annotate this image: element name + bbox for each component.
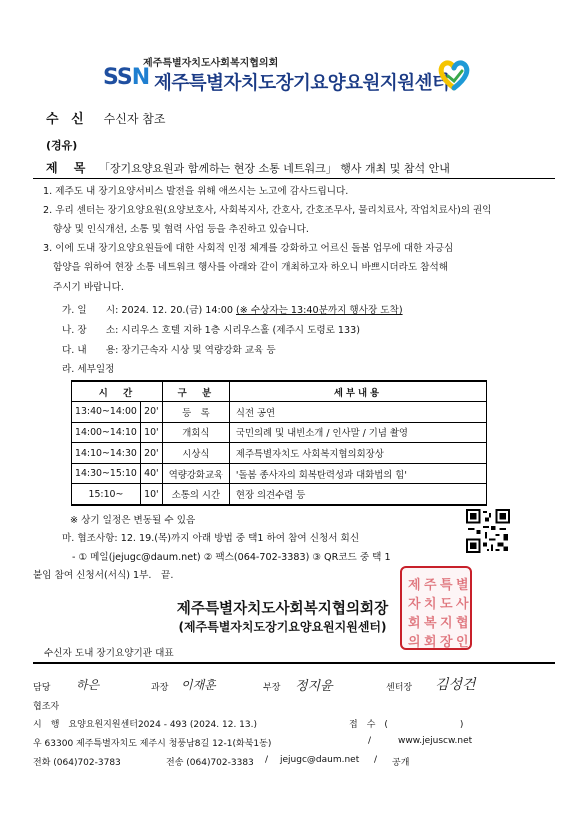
exec-info: 시 행 요양요원지원센터2024 - 493 (2024. 12. 13.) bbox=[33, 720, 257, 730]
dept-head-label: 부장 bbox=[263, 683, 281, 693]
cooperation-note: 마. 협조사항: 12. 19.(목)까지 아래 방법 중 택1 하여 참여 신청서 회신 bbox=[62, 533, 360, 544]
table-row bbox=[72, 463, 487, 484]
email-link[interactable]: jejugc@daum.net bbox=[280, 755, 360, 765]
seal-char: 치 bbox=[424, 597, 437, 612]
receiver-label: 수 신 bbox=[46, 112, 88, 127]
schedule-header-row bbox=[72, 381, 487, 402]
receiver-row bbox=[46, 108, 165, 127]
ssn-logo-text: SS bbox=[103, 65, 132, 90]
staff-label: 담당 bbox=[33, 683, 51, 693]
application-methods: - ① 메일(jejugc@daum.net) ② 팩스(064-702-3383) ③ QR코드 중 택 1 bbox=[72, 552, 391, 563]
row-content: 현장 의견수렴 등 bbox=[229, 484, 486, 505]
sender-organization: (제주특별자치도장기요양요원지원센터) bbox=[178, 620, 387, 634]
row-time: 14:00~14:10 bbox=[72, 422, 141, 443]
row-duration: 20' bbox=[140, 443, 162, 464]
paragraph-3-line-2: 함양을 위하여 현장 소통 네트워크 행사를 아래와 같이 개최하고자 하오니 바쁘시더라도 참석해 bbox=[53, 262, 448, 274]
director-signature: 김성건 bbox=[435, 677, 476, 693]
attachment-note: 붙임 참여 신청서(서식) 1부. 끝. bbox=[33, 570, 174, 581]
seal-char: 도 bbox=[440, 597, 453, 612]
row-type: 역량강화교육 bbox=[162, 463, 229, 484]
subject-divider bbox=[33, 178, 555, 179]
row-type: 개회식 bbox=[162, 422, 229, 443]
seal-char: 사 bbox=[456, 597, 469, 612]
seal-char: 제 bbox=[408, 578, 421, 593]
seal-char: 주 bbox=[424, 578, 437, 593]
seal-char: 협 bbox=[456, 616, 469, 631]
recipients-list: 수신자 도내 장기요양기관 대표 bbox=[44, 648, 174, 659]
item-place bbox=[62, 322, 360, 336]
manager-label: 과장 bbox=[151, 683, 169, 693]
row-duration: 10' bbox=[140, 484, 162, 505]
seal-char: 회 bbox=[408, 616, 421, 631]
seal-char: 회 bbox=[424, 635, 437, 650]
place-label: 나. 장 소: bbox=[62, 325, 119, 336]
row-type: 등 록 bbox=[162, 402, 229, 423]
table-row bbox=[72, 422, 487, 443]
row-type: 시상식 bbox=[162, 443, 229, 464]
sender-name: 제주특별자치도사회복지협의회장 bbox=[176, 600, 389, 617]
table-row bbox=[72, 402, 487, 423]
qr-code-icon[interactable] bbox=[466, 509, 510, 553]
seal-char: 지 bbox=[440, 616, 453, 631]
phone: 전화 (064)702-3783 bbox=[33, 758, 121, 768]
table-row bbox=[72, 443, 487, 464]
dept-head-signature: 정지윤 bbox=[295, 679, 333, 694]
row-duration: 10' bbox=[140, 422, 162, 443]
letterhead bbox=[0, 50, 565, 98]
footer-divider bbox=[33, 662, 555, 664]
ssn-logo bbox=[103, 65, 149, 90]
schedule-label: 라. 세부일정 bbox=[62, 364, 115, 375]
seal-char: 특 bbox=[440, 578, 453, 593]
subject-value: 「장기요양요원과 함께하는 현장 소통 네트워크」 행사 개최 및 참석 안내 bbox=[98, 162, 450, 175]
row-content: 제주특별자치도 사회복지협의회장상 bbox=[229, 443, 486, 464]
row-duration: 40' bbox=[140, 463, 162, 484]
received-info: 접 수 ( ) bbox=[349, 720, 464, 730]
item-content bbox=[62, 342, 276, 356]
content-label: 다. 내 용: bbox=[62, 345, 119, 356]
row-time: 14:30~15:10 bbox=[72, 463, 141, 484]
organization-subtitle: 제주특별자치도사회복지협의회 bbox=[143, 58, 279, 69]
slash-separator: / bbox=[368, 736, 372, 746]
fax: 전송 (064)702-3383 bbox=[166, 758, 254, 768]
paragraph-2-line-1: 2. 우리 센터는 장기요양요원(요양보호사, 사회복지사, 간호사, 간호조무사, 물리치료사, 작업치료사)의 권익 bbox=[43, 205, 492, 216]
table-row bbox=[72, 484, 487, 505]
schedule-table bbox=[71, 380, 487, 506]
header-type: 구 분 bbox=[162, 381, 229, 402]
receiver-value: 수신자 참조 bbox=[103, 112, 166, 126]
via-label: (경유) bbox=[46, 139, 78, 152]
seal-char: 의 bbox=[408, 635, 421, 650]
header-time: 시 간 bbox=[72, 381, 163, 402]
director-label: 센터장 bbox=[386, 683, 413, 693]
website-link[interactable]: www.jejuscw.net bbox=[398, 736, 473, 746]
paragraph-1: 1. 제주도 내 장기요양서비스 발전을 위해 애쓰시는 노고에 감사드립니다. bbox=[43, 186, 349, 197]
row-content: 국민의례 및 내빈소개 / 인사말 / 기념 촬영 bbox=[229, 422, 486, 443]
seal-char: 인 bbox=[456, 635, 469, 650]
address: 우 63300 제주특별자치도 제주시 청풍남8길 12-1(화북1동) bbox=[33, 739, 272, 749]
row-duration: 20' bbox=[140, 402, 162, 423]
disclosure-status: 공개 bbox=[392, 758, 410, 768]
paragraph-3-line-1: 3. 이에 도내 장기요양요원들에 대한 사회적 인정 체계를 강화하고 어르신 돌봄 업무에 대한 자긍심 bbox=[43, 243, 454, 254]
paragraph-3 bbox=[43, 241, 553, 296]
header-content: 세부내용 bbox=[229, 381, 486, 402]
paragraph-2 bbox=[43, 203, 553, 239]
date-value: 2024. 12. 20.(금) 14:00 bbox=[121, 305, 233, 316]
cooperator-label: 협조자 bbox=[33, 702, 60, 712]
row-type: 소통의 시간 bbox=[162, 484, 229, 505]
organization-title: 제주특별자치도장기요양요원지원센터 bbox=[154, 73, 450, 94]
seal-char: 별 bbox=[456, 578, 469, 593]
row-time: 15:10~ bbox=[72, 484, 141, 505]
row-content: 식전 공연 bbox=[229, 402, 486, 423]
content-value: 장기근속자 시상 및 역량강화 교육 등 bbox=[121, 345, 276, 356]
manager-signature: 이재훈 bbox=[181, 678, 216, 692]
place-value: 시리우스 호텔 지하 1층 시리우스홀 (제주시 도령로 133) bbox=[121, 325, 360, 336]
heart-logo-icon bbox=[437, 58, 471, 92]
slash-separator: / bbox=[265, 755, 269, 765]
paragraph-2-line-2: 향상 및 인식개선, 소통 및 협력 사업 등을 추진하고 있습니다. bbox=[53, 224, 309, 236]
row-time: 14:10~14:30 bbox=[72, 443, 141, 464]
date-label: 가. 일 시: bbox=[62, 305, 119, 316]
paragraph-3-line-3: 주시기 바랍니다. bbox=[53, 281, 124, 293]
subject-label: 제 목 bbox=[46, 161, 92, 175]
seal-char: 자 bbox=[408, 597, 421, 612]
staff-signature: 하은 bbox=[76, 678, 100, 692]
ssn-logo-text-n: N bbox=[131, 65, 150, 90]
date-note: (※ 수상자는 13:40분까지 행사장 도착) bbox=[235, 305, 403, 316]
slash-separator: / bbox=[374, 755, 378, 765]
subject-row bbox=[46, 159, 556, 176]
schedule-change-note: ※ 상기 일정은 변동될 수 있음 bbox=[70, 515, 196, 526]
row-content: '돌봄 종사자의 회복탄력성과 대화법의 힘' bbox=[229, 463, 486, 484]
seal-char: 복 bbox=[424, 616, 437, 631]
row-time: 13:40~14:00 bbox=[72, 402, 141, 423]
item-date bbox=[62, 302, 403, 316]
seal-char: 장 bbox=[440, 635, 453, 650]
approval-row bbox=[33, 677, 476, 694]
